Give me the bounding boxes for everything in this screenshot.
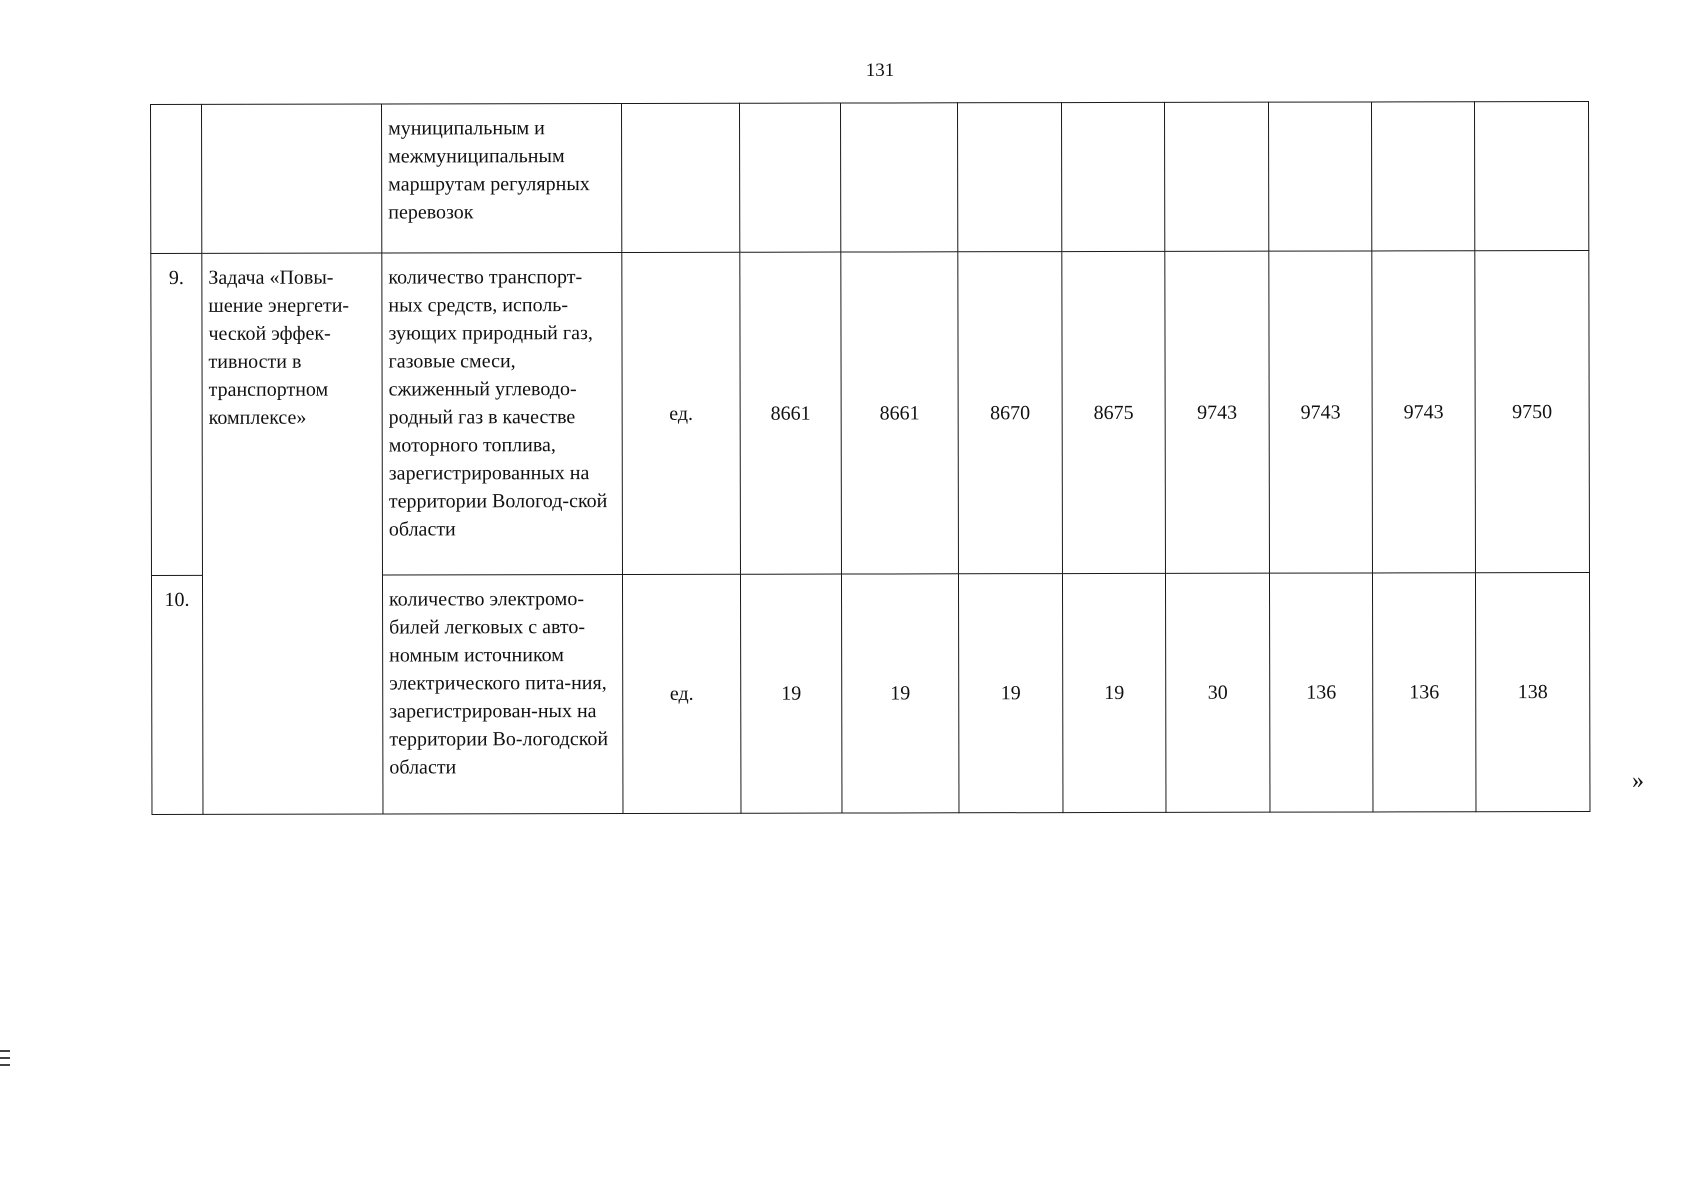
value-cell: 19 (958, 574, 1063, 813)
value-cell: 136 (1372, 573, 1476, 812)
value-cell: 19 (740, 574, 842, 813)
value-cell (840, 103, 957, 252)
value-cell (1474, 101, 1588, 250)
value-cell: 9743 (1269, 251, 1373, 573)
indicator-description: муниципальным и межмуниципальным маршрутам регулярных перевозок (382, 104, 622, 254)
value-cell: 138 (1475, 572, 1590, 811)
unit-cell: ед. (622, 574, 741, 813)
value-cell: 8661 (841, 252, 959, 574)
closing-quote: » (1632, 768, 1644, 794)
unit-cell: ед. (622, 252, 741, 574)
indicator-description: количество транспорт-ных средств, исполь-зующих природный газ, газовые смеси, сжиженный углеводо-родный газ в качестве моторного топлива, зарегистрированных на территории Вологод-ской области (382, 253, 623, 576)
page-number: 131 (865, 60, 895, 81)
value-cell: 19 (841, 574, 959, 813)
value-cell (1061, 102, 1164, 251)
value-cell (739, 103, 840, 252)
value-cell: 30 (1165, 573, 1270, 812)
value-cell (1371, 102, 1474, 251)
row-number: 10. (151, 575, 203, 814)
value-cell (1164, 102, 1268, 251)
table-row (151, 250, 1590, 575)
value-cell (1268, 102, 1371, 251)
indicators-table-wrapper (150, 101, 1589, 815)
scan-margin-marks (0, 1050, 10, 1071)
table-row (151, 101, 1589, 253)
value-cell: 8670 (958, 252, 1063, 574)
value-cell: 19 (1062, 573, 1166, 812)
indicator-description: количество электромо-билей легковых с авто-номным источником электрического пита-ния, зарегистрирован-ных на территории Во-логодской области (382, 575, 623, 815)
value-cell: 9743 (1165, 251, 1270, 573)
value-cell (957, 103, 1061, 252)
scan-mark (0, 1057, 10, 1059)
row-number (151, 104, 202, 253)
indicators-table (150, 101, 1590, 815)
scan-mark (0, 1050, 10, 1052)
value-cell: 8661 (740, 252, 842, 574)
value-cell: 9743 (1372, 251, 1476, 573)
task-cell: Задача «Повы-шение энергети-ческой эффек-тивности в транспортном комплексе» (202, 253, 383, 814)
value-cell: 8675 (1062, 251, 1166, 573)
value-cell: 9750 (1475, 250, 1590, 572)
unit-cell (622, 103, 740, 252)
row-number: 9. (151, 253, 203, 575)
value-cell: 136 (1269, 573, 1373, 812)
scan-mark (0, 1064, 10, 1066)
task-cell (202, 104, 382, 253)
